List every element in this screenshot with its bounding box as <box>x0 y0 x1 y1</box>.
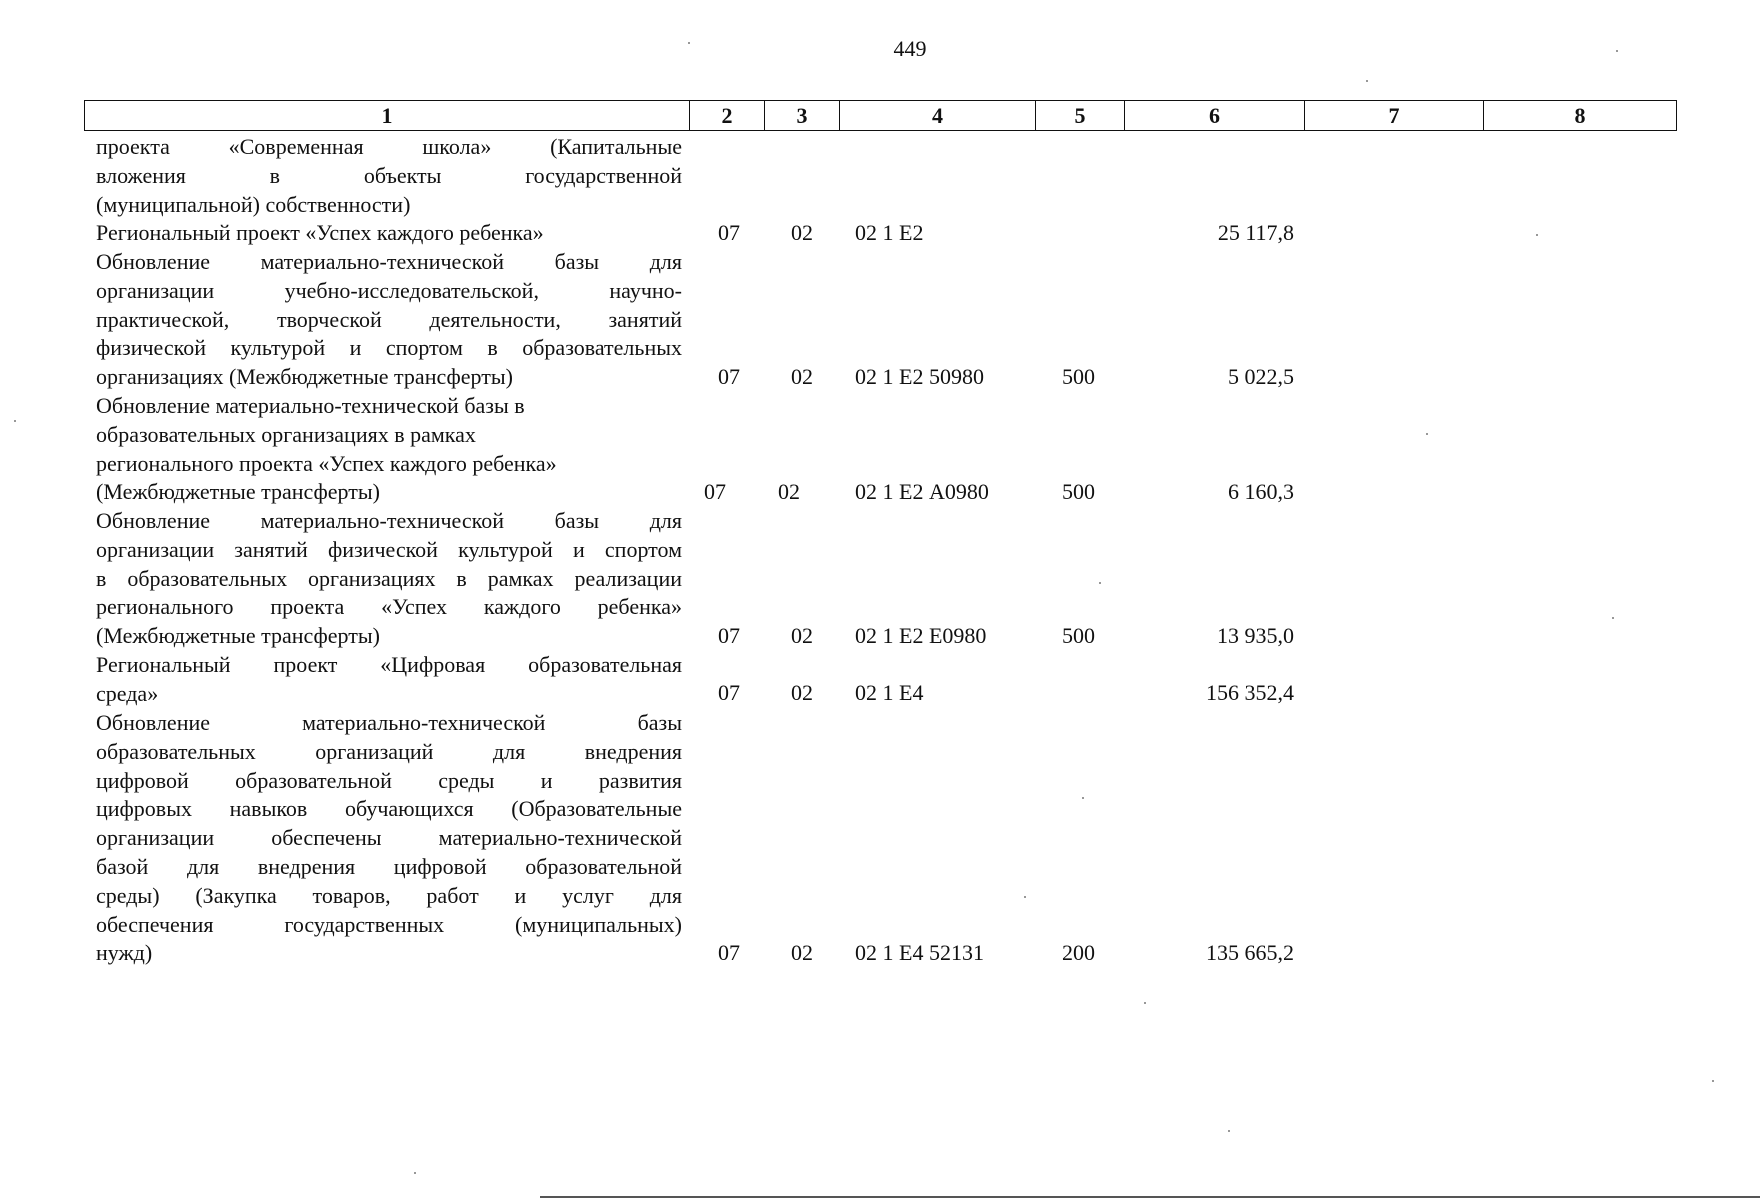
subsection-code: 02 <box>778 479 800 504</box>
row-description <box>96 248 682 392</box>
expense-type-code: 500 <box>1062 623 1095 648</box>
section-code: 07 <box>718 220 740 245</box>
description-line: проекта «Современная школа» (Капитальные <box>96 134 682 159</box>
description-line: (Межбюджетные трансферты) <box>96 623 380 649</box>
expense-type-code: 500 <box>1062 364 1095 389</box>
description-line: среды) (Закупка товаров, работ и услуг для <box>96 882 682 908</box>
section-code: 07 <box>718 680 740 705</box>
subsection-code: 02 <box>791 220 813 245</box>
description-line: (Межбюджетные трансферты) <box>96 479 380 505</box>
target-article-code: 02 1 Е4 <box>855 680 924 705</box>
subsection-code: 02 <box>791 623 813 648</box>
header-col-7: 7 <box>1305 101 1484 131</box>
scan-speck <box>688 42 690 44</box>
description-line: образовательных организаций для внедрения <box>96 738 682 764</box>
amount-value: 5 022,5 <box>1228 364 1294 389</box>
header-col-1: 1 <box>85 101 690 131</box>
description-line: в образовательных организациях в рамках реализации <box>96 565 682 591</box>
description-line: организации учебно-исследовательской, научно- <box>96 277 682 303</box>
description-line: Региональный проект «Успех каждого ребенка» <box>96 220 544 245</box>
section-code: 07 <box>718 364 740 389</box>
header-col-4: 4 <box>840 101 1036 131</box>
expense-type-code: 500 <box>1062 479 1095 504</box>
description-line: организациях (Межбюджетные трансферты) <box>96 364 513 390</box>
row-description <box>96 709 682 968</box>
description-line: (муниципальной) собственности) <box>96 191 411 217</box>
section-code: 07 <box>718 940 740 965</box>
row-description <box>96 507 682 651</box>
row-description <box>96 133 682 219</box>
description-line: организации обеспечены материально-технической <box>96 825 682 851</box>
header-col-6: 6 <box>1125 101 1305 131</box>
subsection-code: 02 <box>791 364 813 389</box>
scan-edge-line <box>540 1196 1760 1198</box>
subsection-code: 02 <box>791 940 813 965</box>
row-description <box>96 392 682 507</box>
target-article-code: 02 1 Е4 52131 <box>855 940 984 965</box>
description-line: образовательных организациях в рамках <box>96 421 476 447</box>
description-line: нужд) <box>96 940 153 966</box>
header-col-8: 8 <box>1484 101 1677 131</box>
description-line: обеспечения государственных (муниципальных) <box>96 911 682 937</box>
description-line: цифровой образовательной среды и развития <box>96 767 682 793</box>
amount-value: 156 352,4 <box>1206 680 1294 705</box>
column-number-header <box>84 100 1677 131</box>
target-article-code: 02 1 Е2 50980 <box>855 364 984 389</box>
scan-speck <box>1612 617 1614 619</box>
description-line: физической культурой и спортом в образовательных <box>96 335 682 361</box>
scan-speck <box>14 420 16 422</box>
amount-value: 25 117,8 <box>1217 220 1294 245</box>
description-line: Обновление материально-технической базы в <box>96 393 525 418</box>
scan-speck <box>1082 797 1084 799</box>
description-line: регионального проекта «Успех каждого ребенка» <box>96 450 557 476</box>
scan-speck <box>1024 896 1026 898</box>
description-line: цифровых навыков обучающихся (Образовательные <box>96 796 682 822</box>
header-col-3: 3 <box>765 101 840 131</box>
amount-value: 6 160,3 <box>1228 479 1294 504</box>
scan-speck <box>1712 1080 1714 1082</box>
description-line: среда» <box>96 680 159 706</box>
target-article-code: 02 1 Е2 Е0980 <box>855 623 987 648</box>
scan-speck <box>1426 433 1428 435</box>
page-number: 449 <box>893 36 927 61</box>
description-line: практической, творческой деятельности, занятий <box>96 306 682 332</box>
description-line: Обновление материально-технической базы <box>96 710 682 735</box>
scan-speck <box>1616 50 1618 52</box>
description-line: регионального проекта «Успех каждого ребенка» <box>96 594 682 620</box>
amount-value: 135 665,2 <box>1206 940 1294 965</box>
target-article-code: 02 1 Е2 А0980 <box>855 479 989 504</box>
description-line: Региональный проект «Цифровая образовательная <box>96 652 682 677</box>
scan-speck <box>1144 1002 1146 1004</box>
header-row <box>85 101 1677 131</box>
scan-speck <box>1536 234 1538 236</box>
subsection-code: 02 <box>791 680 813 705</box>
header-col-2: 2 <box>690 101 765 131</box>
description-line: организации занятий физической культурой и спортом <box>96 536 682 562</box>
scan-speck <box>414 1172 416 1174</box>
description-line: Обновление материально-технической базы для <box>96 508 682 533</box>
scan-speck <box>1366 80 1368 82</box>
section-code: 07 <box>718 623 740 648</box>
row-description <box>96 651 682 709</box>
section-code: 07 <box>704 479 726 504</box>
amount-value: 13 935,0 <box>1217 623 1294 648</box>
scan-speck <box>1099 582 1101 584</box>
header-col-5: 5 <box>1036 101 1125 131</box>
scan-speck <box>1228 1130 1230 1132</box>
description-line: вложения в объекты государственной <box>96 162 682 188</box>
row-description <box>96 219 682 248</box>
description-line: Обновление материально-технической базы для <box>96 249 682 274</box>
expense-type-code: 200 <box>1062 940 1095 965</box>
target-article-code: 02 1 Е2 <box>855 220 924 245</box>
description-line: базой для внедрения цифровой образовательной <box>96 853 682 879</box>
